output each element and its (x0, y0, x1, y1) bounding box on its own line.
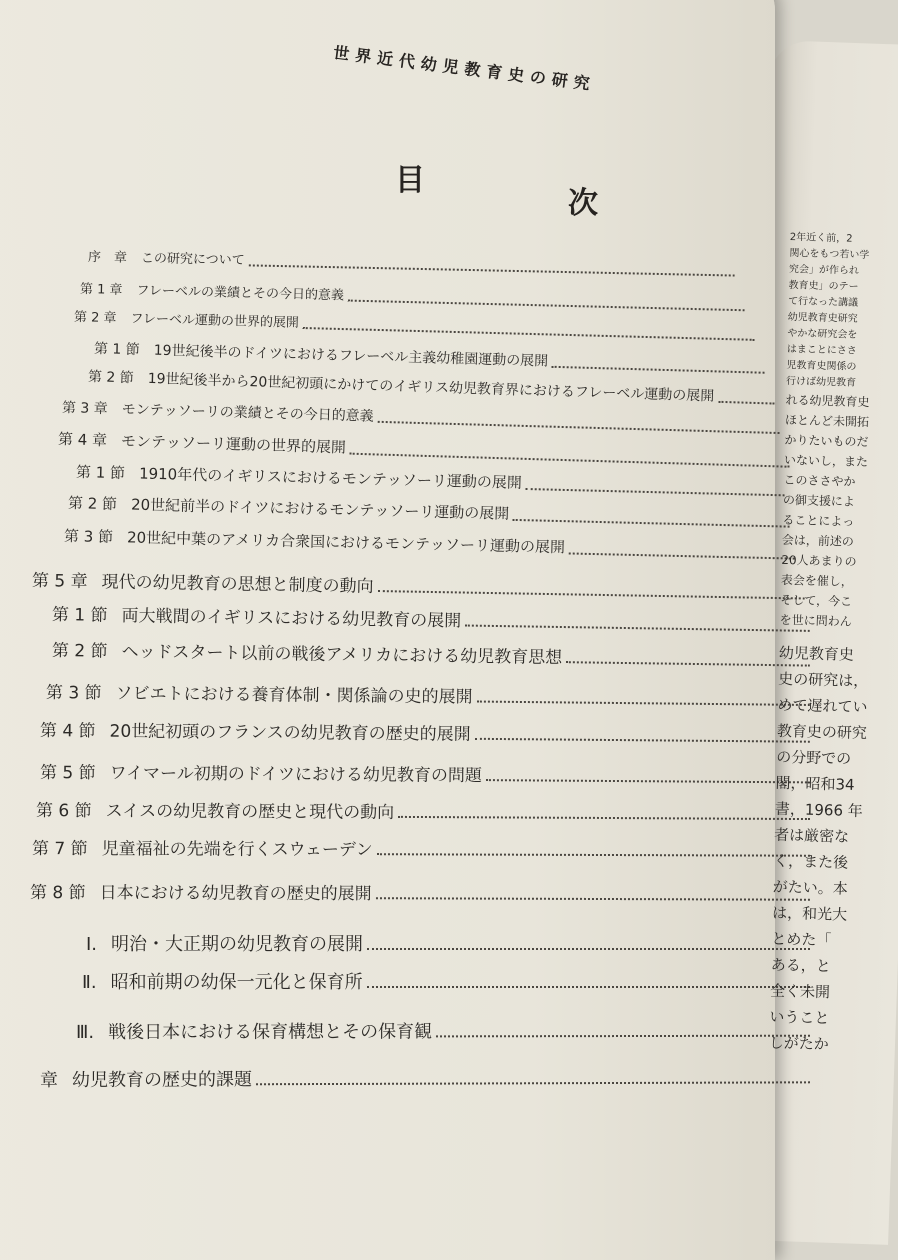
toc-entry-title: この研究について (140, 251, 245, 269)
toc-leader-dots (436, 1035, 810, 1038)
toc-entry-number: 第 3 節 (45, 683, 102, 704)
right-page-line: かりたいものだ (784, 432, 869, 450)
toc-entry-number: Ⅲ. (75, 1021, 95, 1043)
toc-entry-title: 明治・大正期の幼児教育の展開 (111, 934, 364, 955)
right-page-line: 教育史」のテー (788, 279, 859, 293)
right-page-line: このささやか (783, 472, 856, 489)
toc-entry-number: 第 2 節 (51, 641, 108, 662)
toc-leader-dots (376, 897, 810, 901)
toc-entry-title: 20世紀初頭のフランスの幼児教育の歴史的展開 (109, 721, 471, 745)
toc-leader-dots (566, 661, 810, 666)
toc-leader-dots (377, 421, 779, 434)
right-page-line: 全く未開 (769, 981, 831, 1002)
right-page-line: やかな研究会を (787, 327, 858, 341)
toc-leader-dots (398, 815, 810, 819)
right-page-line: 2年近く前，2 (789, 231, 853, 245)
toc-entry-title: 19世紀後半から20世紀初頭にかけてのイギリス幼児教育界におけるフレーベル運動の展開 (147, 370, 715, 405)
toc-entry-number: 第 7 節 (31, 839, 88, 860)
toc-entry-title: フレーベル運動の世界的展開 (130, 311, 300, 331)
right-page-line: 行けば幼児教育 (785, 375, 857, 389)
toc-leader-dots (477, 700, 810, 705)
toc-entry-title: ソビエトにおける養育体制・関係論の史的展開 (115, 683, 473, 708)
toc-entry-title: 両大戦間のイギリスにおける幼児教育の展開 (121, 606, 462, 632)
right-page-line: の分野での (775, 747, 852, 768)
right-page-line: がたい。本 (772, 877, 849, 898)
right-page-line: 20人あまりの (781, 552, 857, 569)
toc-entry-number: 第 1 節 (75, 463, 126, 483)
right-page-line: の御支援によ (782, 492, 856, 509)
running-head: 世界近代幼児教育史の研究 (332, 42, 597, 95)
toc-leader-dots (552, 366, 765, 374)
toc-entry-title: 1910年代のイギリスにおけるモンテッソーリ運動の展開 (138, 464, 523, 492)
toc-entry-number: 第 4 章 (57, 430, 108, 450)
toc-entry-number: 第 4 節 (39, 721, 96, 742)
toc-entry-title: 戦後日本における保育構想とその保育観 (108, 1021, 433, 1043)
right-page-line: 究会」が作られ (788, 263, 860, 277)
right-page-line: 会は，前述の (781, 532, 855, 549)
toc-entry (30, 878, 810, 906)
toc-leader-dots (526, 487, 785, 495)
right-page-line: そして，今こ (780, 592, 853, 609)
toc-entry (46, 678, 810, 711)
toc-entry (40, 1063, 810, 1092)
toc-leader-dots (377, 853, 810, 857)
toc-leader-dots (350, 452, 790, 467)
toc-title-second-char: 次 (568, 186, 598, 221)
right-page-line: ある，と (770, 955, 831, 976)
right-page-line: ることによっ (782, 512, 855, 529)
toc-entry (88, 246, 735, 279)
toc-entry (36, 796, 810, 825)
right-page-line: 幼児教育史研究 (787, 311, 858, 325)
toc-entry-title: ワイマール初期のドイツにおける幼児教育の問題 (109, 763, 482, 787)
toc-entry-title: モンテッソーリ運動の世界的展開 (120, 431, 347, 457)
right-page-line: いないし，また (783, 452, 869, 470)
toc-entry-number: Ⅰ. (86, 934, 98, 955)
toc-entry-number: 第 1 節 (93, 341, 140, 359)
toc-leader-dots (348, 299, 745, 311)
toc-entry-number: 第 5 章 (31, 571, 88, 592)
toc-leader-dots (569, 552, 795, 559)
toc-entry-number: 第 5 節 (39, 763, 96, 784)
toc-entry-title: 現代の幼児教育の思想と制度の動向 (101, 572, 374, 597)
right-page-line: 閣，昭和34 (775, 773, 855, 794)
toc-entry (82, 968, 810, 994)
right-page-line: はまことにささ (786, 343, 857, 357)
right-page-line: ほとんど未開拓 (784, 412, 870, 430)
toc-leader-dots (718, 401, 774, 405)
right-page-line: めて遅れてい (777, 695, 868, 717)
toc-entry-title: 19世紀後半のドイツにおけるフレーベル主義幼稚園運動の展開 (153, 342, 549, 370)
toc-leader-dots (377, 590, 804, 599)
toc-entry-title: 日本における幼児教育の歴史的展開 (99, 883, 372, 905)
right-page-line: 書，1966 年 (774, 799, 864, 821)
toc-entry-number: 第 1 章 (79, 282, 123, 299)
right-page-line: いうこと (769, 1007, 830, 1028)
right-page-line: 表会を催し， (780, 572, 854, 589)
toc-entry (76, 1017, 810, 1044)
toc-entry-title: ヘッドスタート以前の戦後アメリカにおける幼児教育思想 (121, 641, 563, 669)
toc-leader-dots (303, 326, 755, 340)
toc-entry-number: 第 1 節 (51, 605, 108, 626)
toc-entry (68, 492, 790, 531)
toc-entry-title: フレーベルの業績とその今日的意義 (136, 283, 345, 304)
toc-entry-number: 第 2 節 (67, 494, 118, 514)
toc-leader-dots (513, 518, 790, 527)
toc-leader-dots (367, 986, 810, 988)
right-page-line: く，また後 (773, 851, 849, 872)
right-page-line: 児教育史関係の (786, 359, 857, 373)
toc-entry (52, 600, 810, 637)
toc-leader-dots (486, 779, 810, 783)
toc-entry-title: スイスの幼児教育の歴史と現代の動向 (105, 801, 395, 823)
toc-entry-number: 章 (39, 1069, 59, 1091)
toc-leader-dots (367, 948, 810, 950)
toc-entry (32, 566, 805, 604)
toc-entry-title: 20世紀前半のドイツにおけるモンテッソーリ運動の展開 (130, 495, 510, 523)
toc-entry-title: モンテッソーリの業績とその今日的意義 (121, 401, 374, 425)
right-page-text (768, 230, 898, 1059)
toc-entry (86, 930, 810, 956)
toc-entry-number: 第 2 章 (73, 310, 117, 327)
toc-entry (52, 636, 810, 672)
toc-leader-dots (475, 737, 810, 742)
toc-entry-title: 幼児教育の歴史的課題 (71, 1069, 253, 1091)
right-page-line: 教育史の研究 (776, 721, 868, 743)
right-page-line: れる幼児教育史 (785, 392, 870, 410)
right-page-line: 関心をもつ若い学 (789, 247, 870, 262)
toc-entry-number: 序 章 (87, 250, 128, 266)
toc-entry (40, 716, 810, 748)
toc-entry (74, 306, 755, 343)
toc-entry-number: 第 3 章 (61, 400, 108, 418)
toc-entry-number: 第 8 節 (29, 883, 86, 904)
toc-entry-number: 第 6 節 (35, 801, 92, 822)
toc-entry-number: Ⅱ. (82, 972, 97, 993)
toc-entry (40, 758, 810, 788)
toc-entry-number: 第 3 節 (63, 527, 114, 547)
right-page-line: しがたか (768, 1033, 829, 1054)
right-page-line: 幼児教育史 (778, 643, 855, 664)
right-page-line: を世に問わん (779, 612, 852, 629)
toc-entry-number: 第 2 節 (87, 369, 135, 387)
toc-leader-dots (256, 1081, 810, 1085)
toc-title-first-char: 目 (395, 163, 425, 198)
toc-entry-title: 昭和前期の幼保一元化と保育所 (110, 972, 363, 993)
right-page-line: 史の研究は， (778, 669, 869, 691)
toc-entry (32, 834, 810, 862)
right-page-line: 者は厳密な (773, 825, 850, 846)
right-page-line: は，和光大 (771, 903, 848, 924)
toc-entry-title: 20世紀中葉のアメリカ合衆国におけるモンテッソーリ運動の展開 (126, 528, 566, 557)
toc-leader-dots (249, 264, 735, 276)
toc-entry-title: 児童福祉の先端を行くスウェーデン (101, 839, 373, 861)
right-page-line: とめた「 (771, 929, 832, 950)
toc-leader-dots (465, 624, 810, 631)
toc-entry (64, 525, 795, 563)
right-page-line: て行なった講議 (787, 295, 859, 309)
